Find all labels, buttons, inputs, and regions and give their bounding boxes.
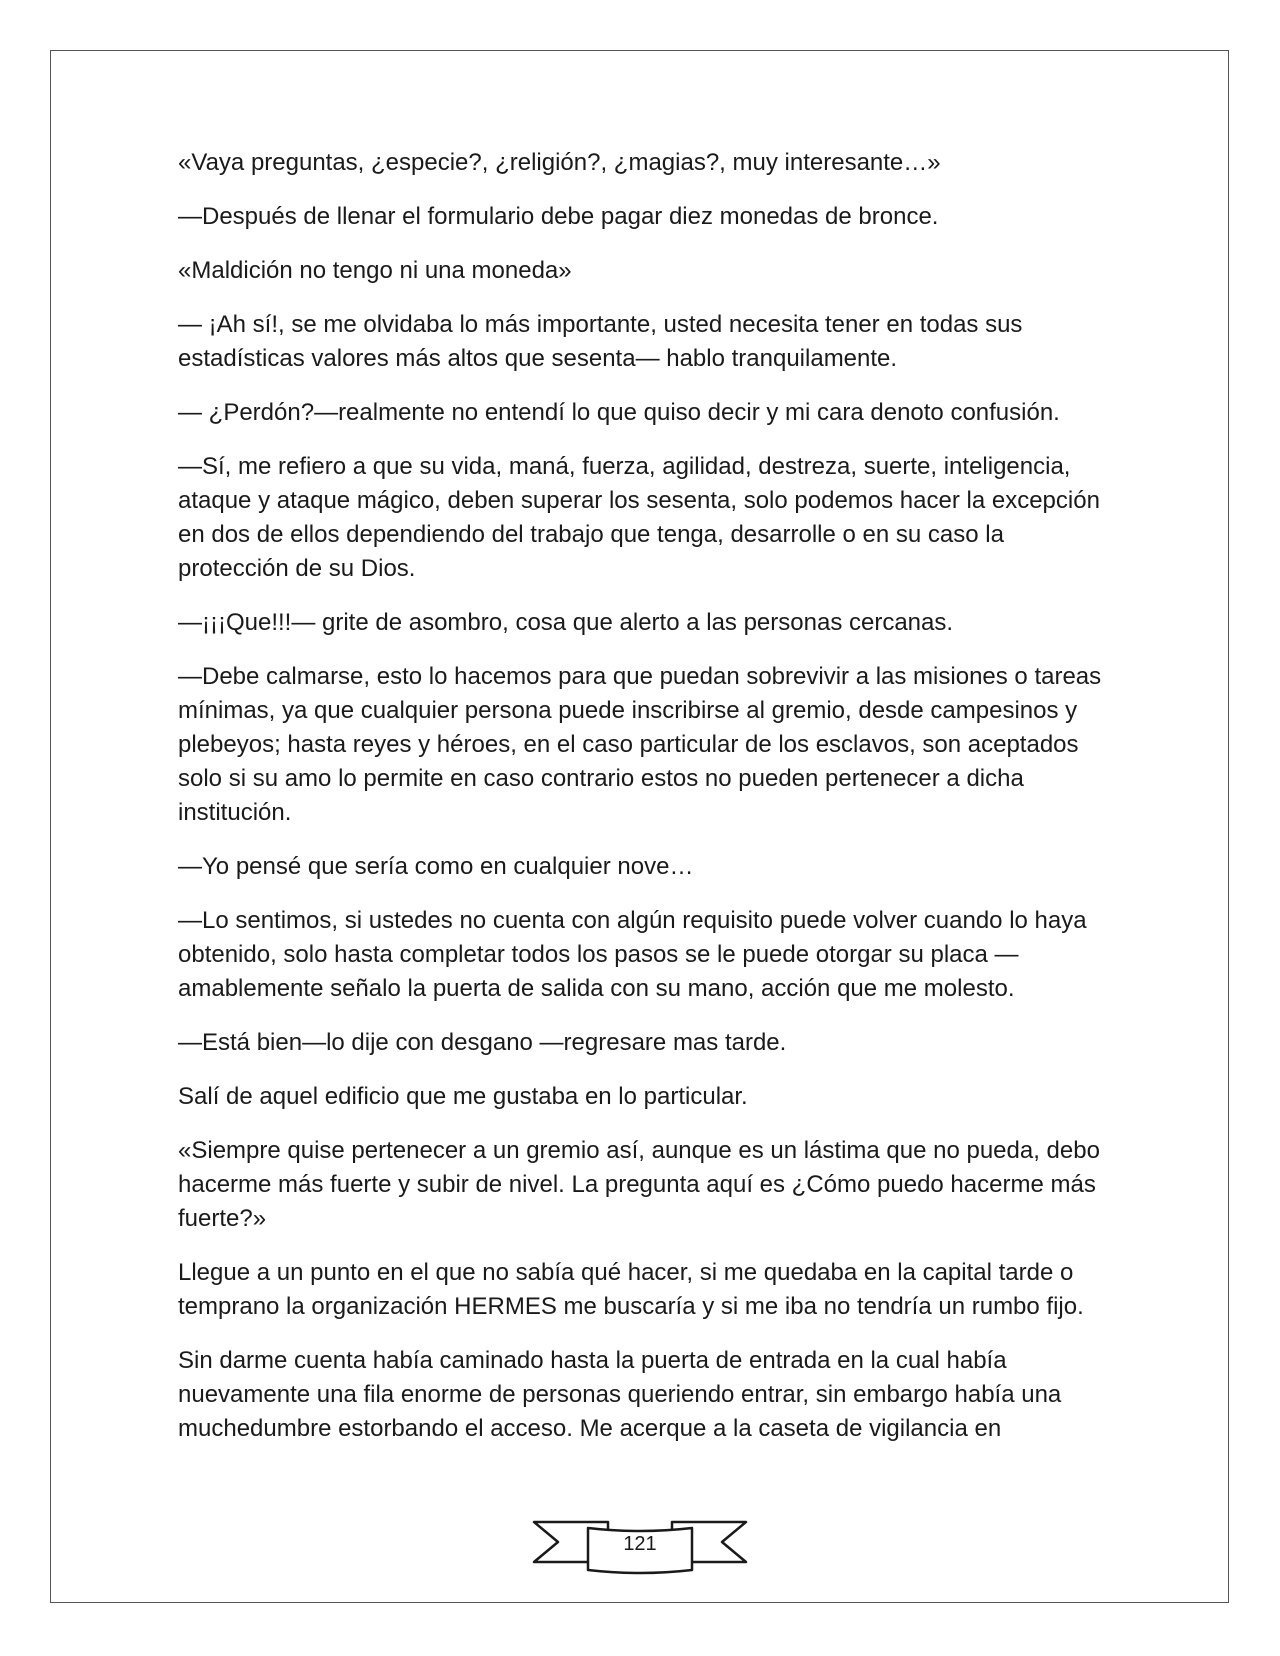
page-number: 121 (623, 1533, 657, 1555)
paragraph: —Sí, me refiero a que su vida, maná, fuerza, agilidad, destreza, suerte, inteligencia, ataque y ataque mágico, deben superar los sesenta, solo podemos hacer la excepción en dos de ellos dependiendo del trabajo que tenga, desarrolle o en su caso la protección de su Dios. (178, 453, 1100, 582)
paragraph: Salí de aquel edificio que me gustaba en lo particular. (178, 1083, 748, 1110)
paragraph: «Siempre quise pertenecer a un gremio así, aunque es un lástima que no pueda, debo hacerme más fuerte y subir de nivel. La pregunta aquí es ¿Cómo puedo hacerme más fuerte?» (178, 1137, 1100, 1232)
page-number-ribbon (530, 1514, 750, 1584)
paragraph: Sin darme cuenta había caminado hasta la puerta de entrada en la cual había nuevamente una fila enorme de personas queriendo entrar, sin embargo había una muchedumbre estorbando el acceso. Me acerque a la caseta de vigilancia en (178, 1347, 1062, 1442)
paragraph: «Vaya preguntas, ¿especie?, ¿religión?, ¿magias?, muy interesante…» (178, 149, 941, 176)
paragraph: —Debe calmarse, esto lo hacemos para que puedan sobrevivir a las misiones o tareas mínimas, ya que cualquier persona puede inscribirse al gremio, desde campesinos y plebeyos; hasta reyes y héroes, en el caso particular de los esclavos, son aceptados solo si su amo lo permite en caso contrario estos no pueden pertenecer a dicha institución. (178, 663, 1102, 826)
paragraph: —Yo pensé que sería como en cualquier nove… (178, 853, 694, 880)
paragraph: —¡¡¡Que!!!— grite de asombro, cosa que alerto a las personas cercanas. (178, 609, 954, 636)
paragraph: —Lo sentimos, si ustedes no cuenta con algún requisito puede volver cuando lo haya obtenido, solo hasta completar todos los pasos se le puede otorgar su placa —amablemente señalo la puerta de salida con su mano, acción que me molesto. (178, 907, 1087, 1002)
paragraph: — ¡Ah sí!, se me olvidaba lo más importante, usted necesita tener en todas sus estadísticas valores más altos que sesenta— hablo tranquilamente. (178, 311, 1023, 372)
paragraph: «Maldición no tengo ni una moneda» (178, 257, 572, 284)
paragraph: Llegue a un punto en el que no sabía qué hacer, si me quedaba en la capital tarde o temprano la organización HERMES me buscaría y si me iba no tendría un rumbo fijo. (178, 1259, 1084, 1320)
paragraph: —Después de llenar el formulario debe pagar diez monedas de bronce. (178, 203, 939, 230)
paragraph: —Está bien—lo dije con desgano —regresare mas tarde. (178, 1029, 787, 1056)
chapter-text (178, 146, 1118, 1466)
paragraph: — ¿Perdón?—realmente no entendí lo que quiso decir y mi cara denoto confusión. (178, 399, 1060, 426)
